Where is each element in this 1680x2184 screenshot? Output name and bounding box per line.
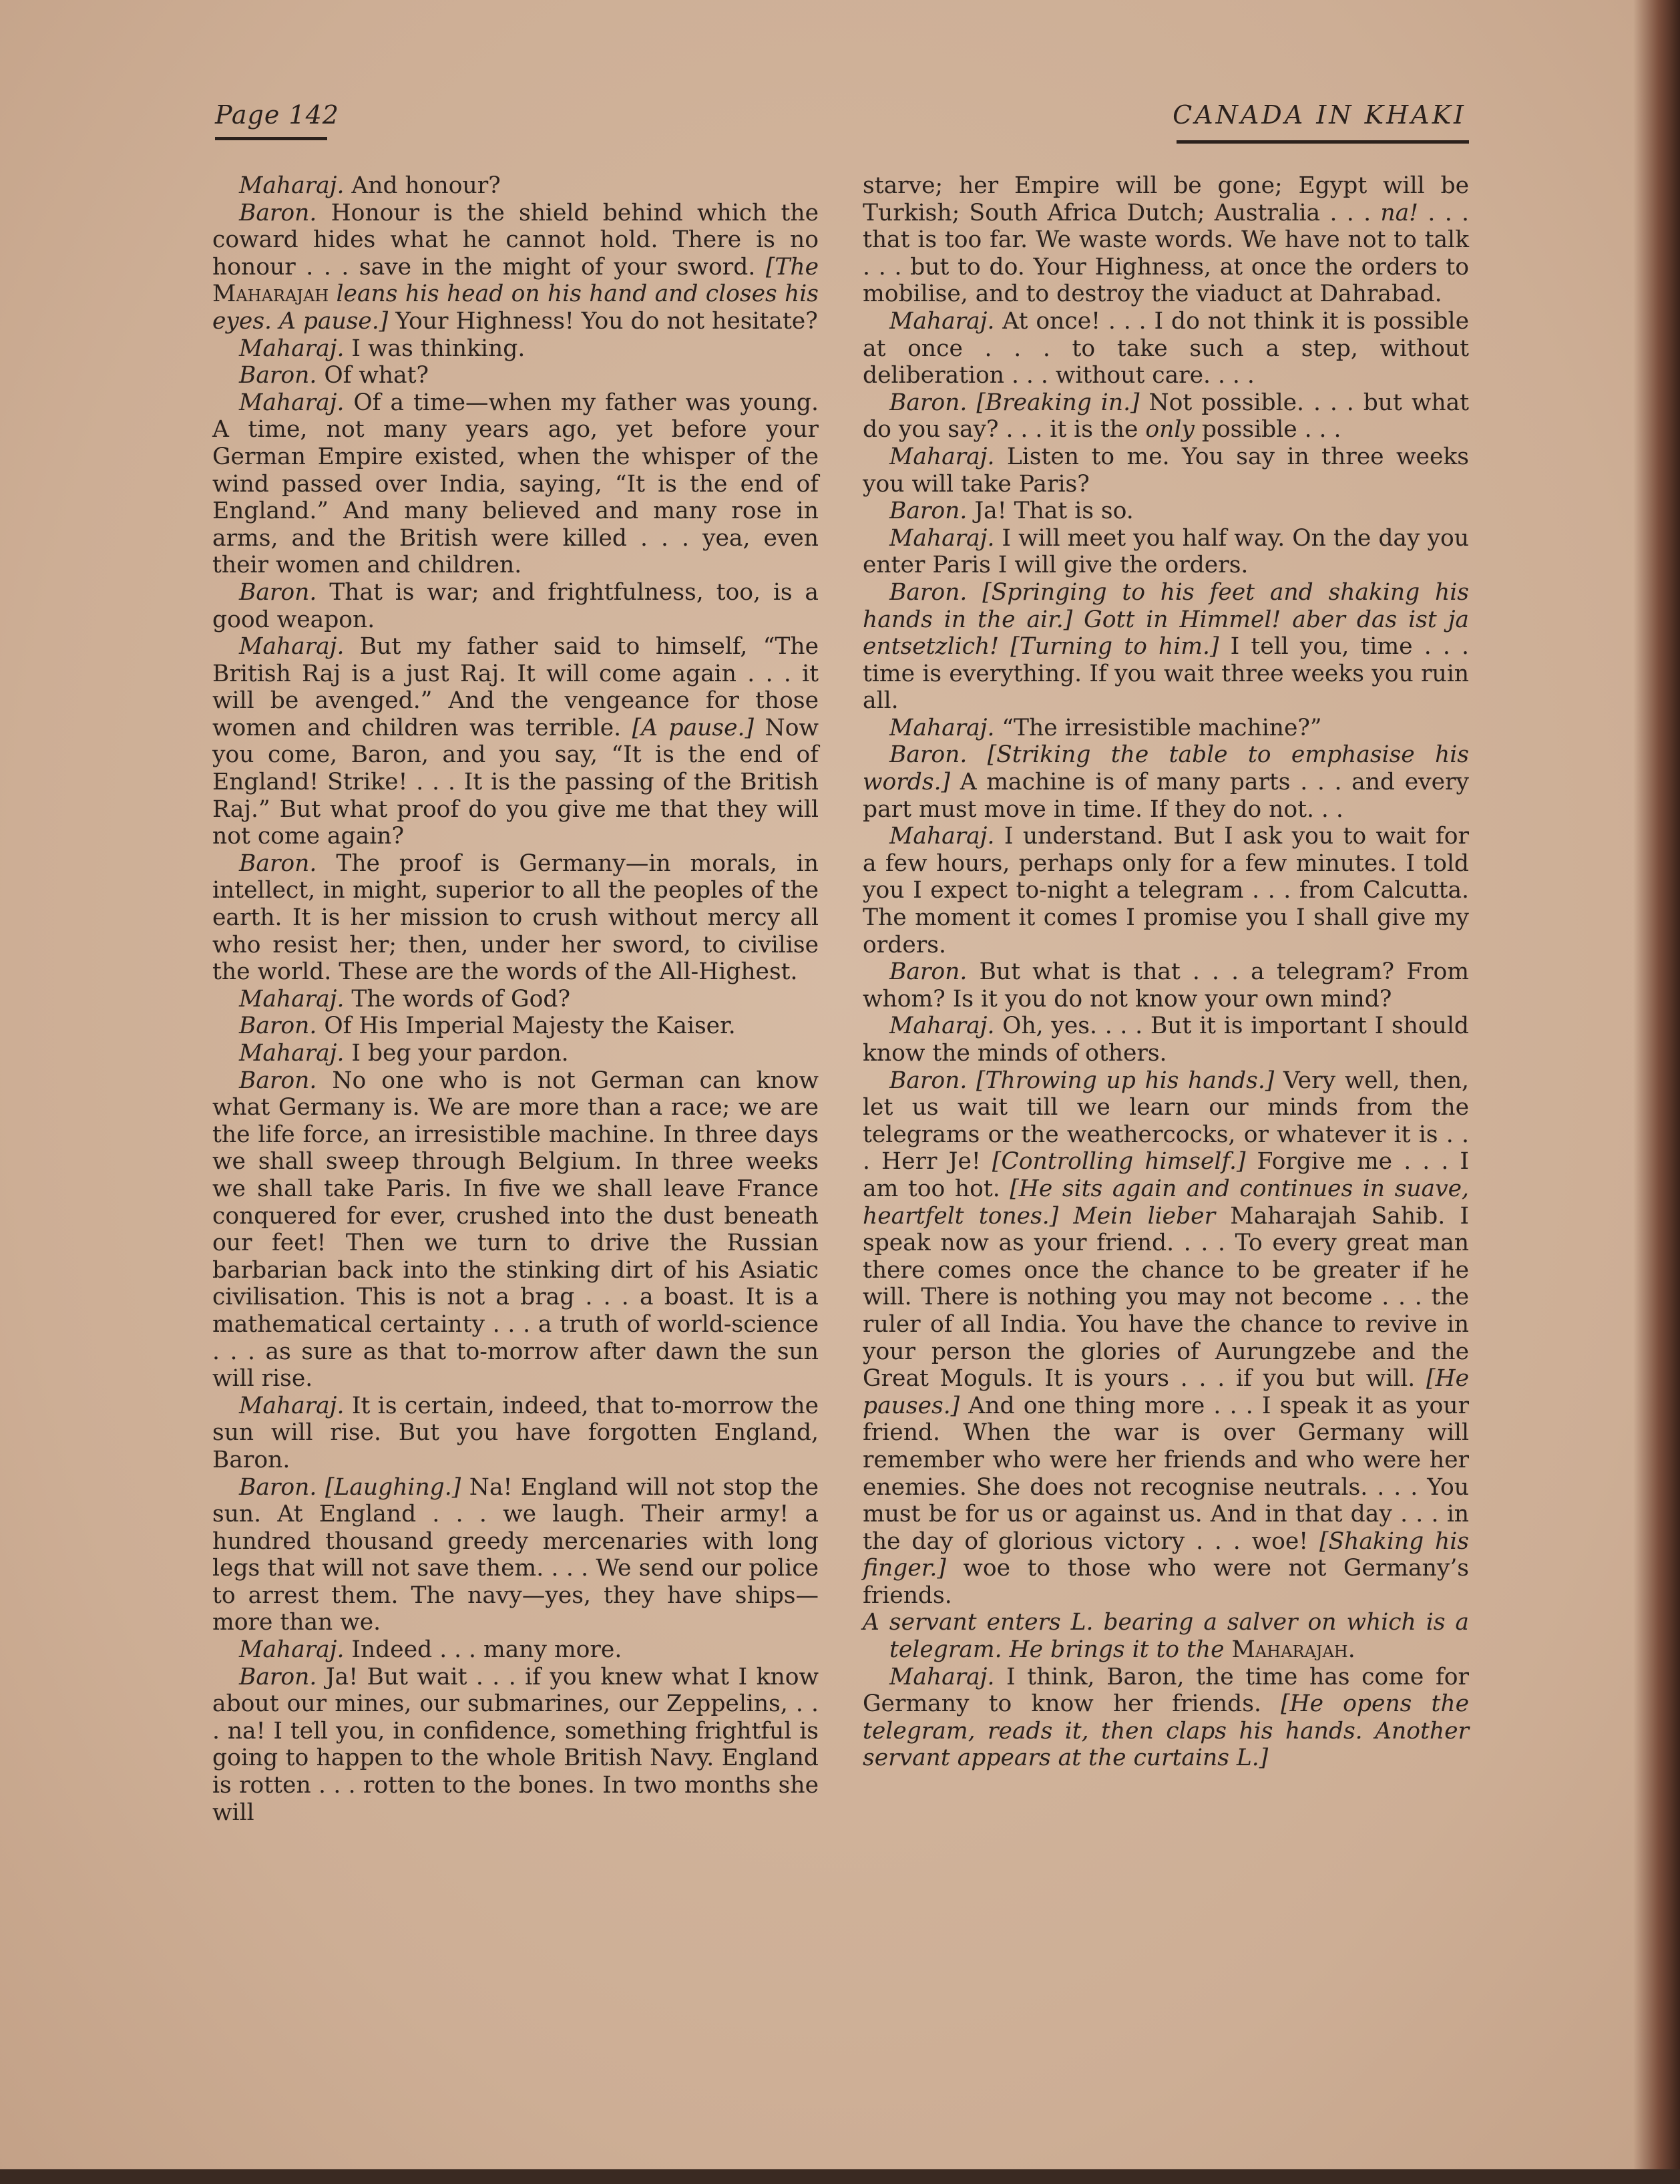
dialogue-paragraph xyxy=(863,498,1469,525)
stage-direction: [He pauses.] xyxy=(863,1365,1469,1419)
dialogue-text: But what is that . . . a telegram? From whom? Is it you do not know your own mind? xyxy=(863,958,1469,1013)
dialogue-text xyxy=(317,1474,325,1501)
dialogue-text: possible . . . xyxy=(1194,416,1341,443)
dialogue-text: Honour is the shield behind which the coward hides what he cannot hold. There is no honour . . . save in the might of your sword. xyxy=(212,199,819,281)
dialogue-text: And one thing more . . . I speak it as your friend. When the war is over Germany will remember who were her friends and who were her enemies. She does not recognise neutrals. . . . You must be for us or against us. And in that day . . . in the day of glorious victory . . . woe! xyxy=(863,1392,1469,1555)
dialogue-paragraph xyxy=(212,362,819,389)
speaker-name: Maharaj. xyxy=(889,443,995,470)
speaker-name: Maharaj. xyxy=(889,524,995,552)
dialogue-text: I tell you, time . . . time is everything. If you wait three weeks you ruin all. xyxy=(863,633,1470,715)
dialogue-text: A machine is of many parts . . . and every part must move in time. If they do not. . . xyxy=(863,769,1469,823)
dialogue-paragraph xyxy=(863,579,1469,715)
stage-direction: [Springing to his feet and shaking his hands in the air.] Gott in Himmel! aber das ist ja entsetzlich! [Turning to him.] xyxy=(863,578,1469,661)
speaker-name: Baron. xyxy=(239,362,317,389)
running-title: CANADA IN KHAKI xyxy=(1173,100,1466,130)
text-column-right xyxy=(863,172,1469,1772)
speaker-name: Baron. xyxy=(889,958,968,986)
dialogue-paragraph xyxy=(863,525,1469,579)
speaker-name: Maharaj. xyxy=(889,1013,995,1040)
dialogue-paragraph xyxy=(212,1664,819,1827)
dialogue-text: I understand. But I ask you to wait for a few hours, perhaps only for a few minutes. I told you I expect to-night a telegram . . . from Calcutta. The moment it comes I promise you I shall give my orders. xyxy=(863,823,1469,958)
dialogue-text: “The irresistible machine?” xyxy=(994,714,1322,741)
speaker-name: Baron. xyxy=(239,199,317,226)
dialogue-text: Ja! That is so. xyxy=(967,498,1134,525)
dialogue-text: At once! . . . I do not think it is possible at once . . . to take such a step, without deliberation . . . without care. . . . xyxy=(863,307,1469,389)
dialogue-text: Of what? xyxy=(317,362,429,389)
dialogue-text: That is war; and frightfulness, too, is a good weapon. xyxy=(212,578,819,633)
dialogue-text: The words of God? xyxy=(344,985,570,1013)
dialogue-text: Very well, then, let us wait till we learn our minds from the telegrams or the weathercocks, or whatever it is . . . Herr Je! xyxy=(863,1067,1470,1175)
stage-direction: [He opens the telegram, reads it, then claps his hands. Another servant appears at the curtains L.] xyxy=(863,1690,1470,1772)
speaker-name: Maharaj. xyxy=(239,1392,345,1419)
dialogue-paragraph xyxy=(212,1474,819,1637)
dialogue-text: Oh, yes. . . . But it is important I should know the minds of others. xyxy=(863,1013,1469,1067)
dialogue-text xyxy=(967,389,976,416)
small-caps-name: Maharajah. xyxy=(1231,1636,1355,1664)
stage-direction: [A pause.] xyxy=(632,714,754,741)
dialogue-text: Maharajah Sahib. I speak now as your friend. . . . To every great man there comes once the chance to be greater if he will. There is nothing you may not become . . . the ruler of all India. You have the chance to revive in your person the glories of Aurungzebe and the Great Moguls. It is yours . . . if you but will. xyxy=(863,1202,1469,1393)
dialogue-text: Not possible. . . . but what do you say? . . . it is the xyxy=(863,389,1470,443)
speaker-name: Maharaj. xyxy=(239,1040,345,1067)
dialogue-paragraph xyxy=(863,1664,1469,1772)
stage-direction: [The xyxy=(765,253,819,281)
stage-direction: [Shaking his finger.] xyxy=(863,1527,1469,1582)
stage-direction: only xyxy=(1145,416,1195,443)
dialogue-paragraph xyxy=(212,986,819,1013)
dialogue-text: But my father said to himself, “The British Raj is a just Raj. It will come again . . . it will be avenged.” And the vengeance for those women and children was terrible. xyxy=(212,633,819,741)
dialogue-text: Of a time—when my father was young. A time, not many years ago, yet before your German Empire existed, when the whisper of the wind passed over India, saying, “It is the end of England.” And many believed and many rose in arms, and the British were killed . . . yea, even their women and children. xyxy=(212,389,819,579)
speaker-name: Baron. xyxy=(239,850,317,877)
dialogue-text: It is certain, indeed, that to-morrow the sun will rise. But you have forgotten England, Baron. xyxy=(212,1392,819,1473)
speaker-name: Maharaj. xyxy=(239,172,345,199)
dialogue-text xyxy=(967,741,987,768)
dialogue-text: Now you come, Baron, and you say, “It is the end of England! Strike! . . . It is the passing of the British Raj.” But what proof do you give me that they will not come again? xyxy=(212,714,819,850)
stage-direction: na! xyxy=(1380,199,1419,226)
stage-direction: [He sits again and continues in suave, heartfelt tones.] Mein lieber xyxy=(863,1175,1469,1230)
header-rule-left xyxy=(215,137,327,140)
text-column-left xyxy=(212,172,819,1826)
speaker-name: Baron. xyxy=(889,389,968,416)
speaker-name: Maharaj. xyxy=(239,1636,345,1664)
speaker-name: Maharaj. xyxy=(889,714,995,741)
dialogue-paragraph xyxy=(863,958,1469,1013)
dialogue-paragraph xyxy=(863,741,1469,823)
dialogue-paragraph xyxy=(863,715,1469,742)
dialogue-text: Na! England will not stop the sun. At England . . . we laugh. Their army! a hundred thousand greedy mercenaries with long legs that will not save them. . . . We send our police to arrest them. The navy—yes, they have ships—more than we. xyxy=(212,1473,819,1636)
page-number: Page 142 xyxy=(215,100,339,130)
dialogue-paragraph xyxy=(212,850,819,986)
dialogue-text: Indeed . . . many more. xyxy=(344,1636,622,1664)
dialogue-text: Ja! But wait . . . if you knew what I know about our mines, our submarines, our Zeppelins, . . . na! I tell you, in confidence, something frightful is going to happen to the whole British Navy. England is rotten . . . rotten to the bones. In two months she will xyxy=(212,1663,819,1826)
dialogue-text: Forgive me . . . I am too hot. xyxy=(863,1148,1470,1202)
dialogue-text: I was thinking. xyxy=(344,335,526,362)
stage-direction: [Controlling himself.] xyxy=(992,1148,1246,1175)
speaker-name: Baron. xyxy=(239,578,317,606)
dialogue-text xyxy=(967,579,982,606)
stage-direction: A servant enters L. bearing a salver on which is a telegram. He brings it to the xyxy=(863,1609,1469,1664)
dialogue-text: The proof is Germany—in morals, in intellect, in might, superior to all the peoples of the earth. It is her mission to crush without mercy all who resist her; then, under her sword, to civilise the world. These are the words of the All-Highest. xyxy=(212,850,819,986)
speaker-name: Baron. xyxy=(889,741,968,769)
speaker-name: Maharaj. xyxy=(239,335,345,362)
stage-direction: [Throwing up his hands.] xyxy=(976,1067,1275,1094)
speaker-name: Maharaj. xyxy=(239,633,345,661)
speaker-name: Maharaj. xyxy=(889,307,995,335)
stage-direction: [Laughing.] xyxy=(325,1473,461,1501)
dialogue-text: . . . that is too far. We waste words. We have not to talk . . . but to do. Your Highness, at once the orders to mobilise, and to destroy the viaduct at Dahrabad. xyxy=(863,199,1469,308)
dialogue-paragraph xyxy=(212,633,819,850)
dialogue-text: No one who is not German can know what Germany is. We are more than a race; we are the life force, an irresistible machine. In three days we shall sweep through Belgium. In three weeks we shall take Paris. In five we shall leave France conquered for ever, crushed into the dust beneath our feet! Then we turn to drive the Russian barbarian back into the stinking dirt of his Asiatic civilisation. This is not a brag . . . a boast. It is a mathematical certainty . . . a truth of world-science . . . as sure as that to-morrow after dawn the sun will rise. xyxy=(212,1067,819,1393)
dialogue-paragraph xyxy=(212,335,819,363)
dialogue-paragraph xyxy=(863,389,1469,443)
book-spine-shadow xyxy=(1633,0,1680,2184)
speaker-name: Baron. xyxy=(239,1473,317,1501)
dialogue-text: And honour? xyxy=(344,172,501,199)
dialogue-paragraph xyxy=(212,200,819,335)
speaker-name: Baron. xyxy=(889,498,968,525)
dialogue-text: I will meet you half way. On the day you enter Paris I will give the orders. xyxy=(863,524,1469,579)
speaker-name: Baron. xyxy=(889,578,968,606)
dialogue-text: I beg your pardon. xyxy=(344,1040,569,1067)
stage-direction: [Striking the table to emphasise his words.] xyxy=(863,741,1469,796)
header-rule-right xyxy=(1177,140,1469,144)
dialogue-paragraph xyxy=(863,1013,1469,1067)
dialogue-paragraph xyxy=(212,389,819,579)
dialogue-text: woe to those who were not Germany’s friends. xyxy=(863,1555,1469,1609)
dialogue-text: Listen to me. You say in three weeks you will take Paris? xyxy=(863,443,1469,498)
stage-direction-paragraph xyxy=(863,1609,1469,1663)
page-bottom-edge xyxy=(0,2169,1680,2184)
dialogue-paragraph xyxy=(212,1067,819,1393)
speaker-name: Baron. xyxy=(239,1663,317,1690)
stage-direction: [Breaking in.] xyxy=(976,389,1140,416)
speaker-name: Maharaj. xyxy=(889,1663,995,1690)
dialogue-paragraph xyxy=(863,443,1469,498)
dialogue-paragraph xyxy=(212,1040,819,1067)
speaker-name: Baron. xyxy=(239,1013,317,1040)
speaker-name: Baron. xyxy=(239,1067,317,1094)
dialogue-paragraph xyxy=(863,308,1469,389)
speaker-name: Maharaj. xyxy=(239,985,345,1013)
dialogue-paragraph xyxy=(863,172,1469,308)
dialogue-text: starve; her Empire will be gone; Egypt will be Turkish; South Africa Dutch; Australia . . . xyxy=(863,172,1469,226)
dialogue-paragraph xyxy=(212,1636,819,1664)
stage-direction: leans his head on his hand and closes his eyes. A pause.] xyxy=(212,281,819,335)
speaker-name: Maharaj. xyxy=(239,389,345,416)
dialogue-text: Your Highness! You do not hesitate? xyxy=(388,307,818,335)
dialogue-text: I think, Baron, the time has come for Germany to know her friends. xyxy=(863,1663,1469,1718)
dialogue-text xyxy=(967,1067,976,1094)
dialogue-paragraph xyxy=(212,579,819,633)
speaker-name: Maharaj. xyxy=(889,823,995,850)
dialogue-paragraph xyxy=(212,1013,819,1040)
dialogue-paragraph xyxy=(863,823,1469,958)
dialogue-paragraph xyxy=(212,1393,819,1474)
dialogue-text: Of His Imperial Majesty the Kaiser. xyxy=(317,1013,736,1040)
dialogue-paragraph xyxy=(212,172,819,200)
small-caps-name: Maharajah xyxy=(212,281,329,308)
speaker-name: Baron. xyxy=(889,1067,968,1094)
dialogue-paragraph xyxy=(863,1067,1469,1610)
